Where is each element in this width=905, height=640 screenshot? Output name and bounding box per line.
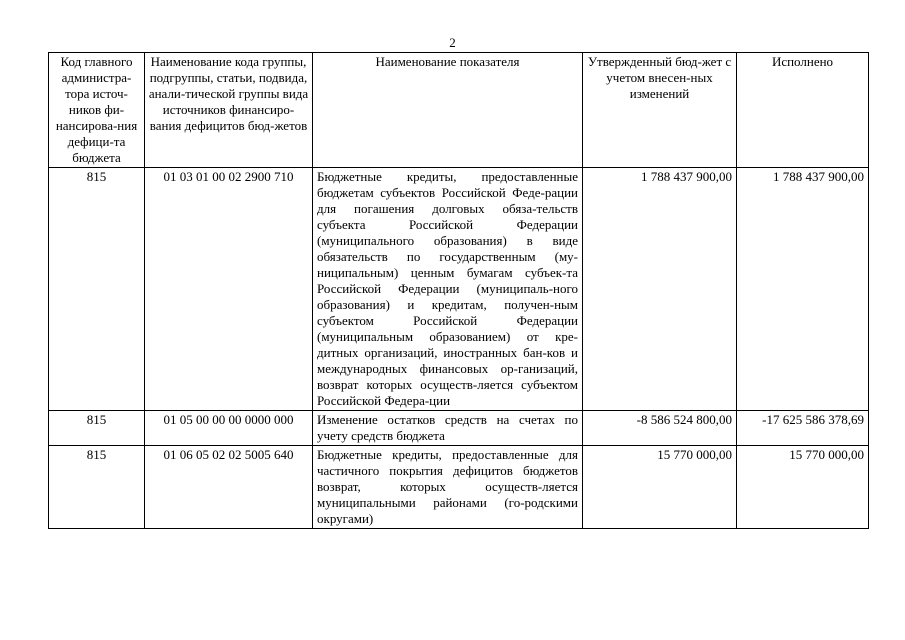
cell-admin-code: 815 (49, 168, 145, 411)
cell-group-code: 01 03 01 00 02 2900 710 (145, 168, 313, 411)
cell-approved-budget: 1 788 437 900,00 (583, 168, 737, 411)
cell-admin-code: 815 (49, 411, 145, 446)
table-header-row (49, 53, 869, 168)
budget-sources-table (48, 52, 869, 529)
table-row (49, 168, 869, 411)
cell-approved-budget: -8 586 524 800,00 (583, 411, 737, 446)
cell-group-code: 01 06 05 02 02 5005 640 (145, 446, 313, 529)
cell-indicator-name: Бюджетные кредиты, предоставленные для частичного покрытия дефицитов бюджетов возврат, которых осуществ-ляется муниципальными районами (го-родскими округами) (313, 446, 583, 529)
header-group-code: Наименование кода группы, подгруппы, статьи, подвида, анали-тической группы вида источников финансиро-вания дефицитов бюд-жетов (145, 53, 313, 168)
header-executed: Исполнено (737, 53, 869, 168)
cell-admin-code: 815 (49, 446, 145, 529)
cell-approved-budget: 15 770 000,00 (583, 446, 737, 529)
cell-indicator-name: Бюджетные кредиты, предоставленные бюджетам субъектов Российской Феде-рации для погашения долговых обяза-тельств субъекта Российской Федерации (муниципального образования) в виде обязательств по государственным (му-ниципальным) ценным бумагам субъек-та Российской Федерации (муниципаль-ного образования) и кредитам, получен-ным субъектом Российской Федерации (муниципальным образованием) от кре-дитных организаций, иностранных бан-ков и международных финансовых ор-ганизаций, возврат которых осуществ-ляется субъектом Российской Федера-ции (313, 168, 583, 411)
cell-executed: -17 625 586 378,69 (737, 411, 869, 446)
header-indicator-name: Наименование показателя (313, 53, 583, 168)
cell-executed: 15 770 000,00 (737, 446, 869, 529)
cell-indicator-name: Изменение остатков средств на счетах по учету средств бюджета (313, 411, 583, 446)
header-admin-code: Код главного администра-тора источ-ников фи-нансирова-ния дефици-та бюджета (49, 53, 145, 168)
cell-executed: 1 788 437 900,00 (737, 168, 869, 411)
page-number: 2 (449, 35, 456, 50)
header-approved-budget: Утвержденный бюд-жет с учетом внесен-ных изменений (583, 53, 737, 168)
table-row (49, 446, 869, 529)
cell-group-code: 01 05 00 00 00 0000 000 (145, 411, 313, 446)
table-row (49, 411, 869, 446)
